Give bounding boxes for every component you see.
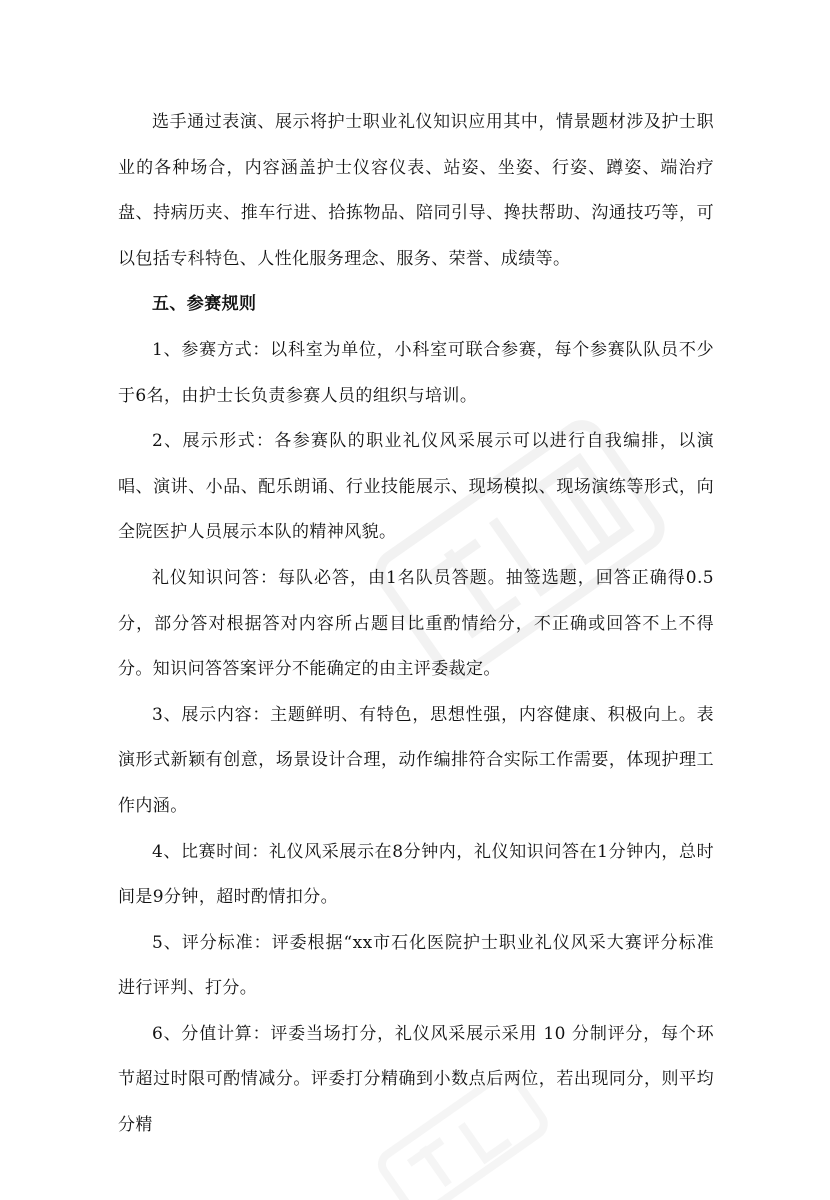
- paragraph-rule-6: 6、分值计算：评委当场打分，礼仪风采展示采用 10 分制评分，每个环节超过时限可酌情减分。评委打分精确到小数点后两位，若出现同分，则平均分精: [118, 1023, 714, 1136]
- section-heading-rules: 五、参赛规则: [152, 294, 257, 315]
- paragraph-rule-5: 5、评分标准：评委根据“xx市石化医院护士职业礼仪风采大赛评分标准进行评判、打分。: [118, 932, 714, 999]
- paragraph-etiquette-qa: 礼仪知识问答：每队必答，由1名队员答题。抽签选题，回答正确得0.5分，部分答对根据答对内容所占题目比重酌情给分，不正确或回答不上不得分。知识问答答案评分不能确定的由主评委裁定。: [118, 567, 714, 680]
- paragraph-rule-2: 2、展示形式：各参赛队的职业礼仪风采展示可以进行自我编排，以演唱、演讲、小品、配乐朗诵、行业技能展示、现场模拟、现场演练等形式，向全院医护人员展示本队的精神风貌。: [118, 431, 714, 543]
- paragraph-rule-3: 3、展示内容：主题鲜明、有特色，思想性强，内容健康、积极向上。表演形式新颖有创意，场景设计合理，动作编排符合实际工作需要，体现护理工作内涵。: [118, 704, 714, 816]
- document-body: [118, 100, 714, 1149]
- paragraph-performance-scope: 选手通过表演、展示将护士职业礼仪知识应用其中，情景题材涉及护士职业的各种场合，内容涵盖护士仪容仪表、站姿、坐姿、行姿、蹲姿、端治疗盘、持病历夹、推车行进、拾拣物品、陪同引导、搀扶帮助、沟通技巧等，可以包括专科特色、人性化服务理念、服务、荣誉、成绩等。: [118, 112, 714, 269]
- paragraph-rule-1: 1、参赛方式：以科室为单位，小科室可联合参赛，每个参赛队队员不少于6名，由护士长负责参赛人员的组织与培训。: [118, 339, 714, 406]
- paragraph-rule-4: 4、比赛时间：礼仪风采展示在8分钟内，礼仪知识问答在1分钟内，总时间是9分钟，超时酌情扣分。: [118, 841, 714, 908]
